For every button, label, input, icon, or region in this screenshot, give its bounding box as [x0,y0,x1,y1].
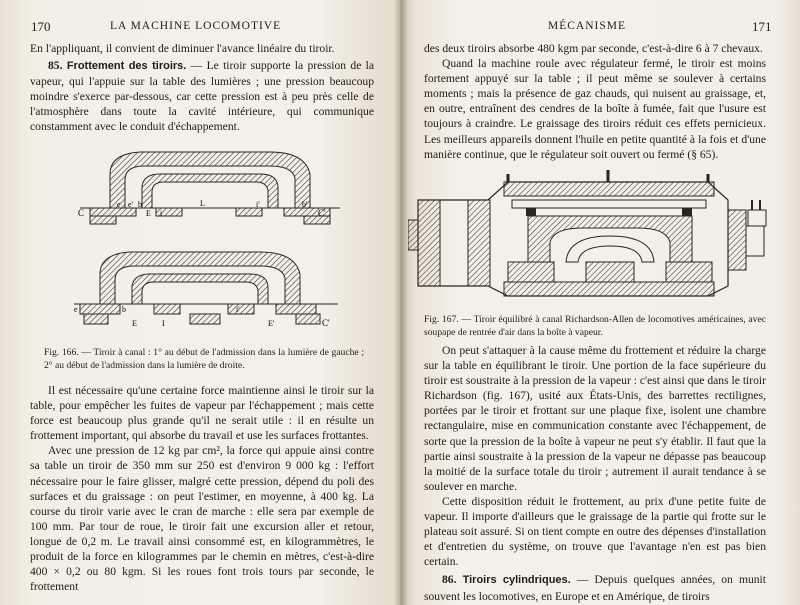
section-85-title: Frottement des tiroirs. [66,60,187,73]
svg-text:b: b [122,305,126,314]
fig166-upper [78,152,340,224]
paragraph-pressure: Avec une pression de 12 kg par cm², la force qui appuie ainsi contre sa table un tiroir de 350 mm sur 250 est d'environ 9 000 kg : l'effort nécessaire pour le faire glisser, malgré cette pression, dépend du poli des surfaces et du graissage : on peut l'estimer, en moyenne, à 400 kg. La course du tiroir varie avec le cran de marche : elle sera par exemple de 100 mm. Par tour de roue, le tiroir fait une excursion aller et retour, longue de 0,2 m. Le travail ainsi consommé est, en kilogrammètres, le produit de la force en kilogrammes par le chemin en mètres, c'est-à-dire 400 × 0,2 ou 80 kgm. Si les roues font trois tours par seconde, le frottement [30,444,374,594]
svg-text:L: L [200,199,205,208]
right-page [400,0,800,605]
section-86 [424,572,766,603]
svg-text:E: E [146,209,151,218]
figure-167 [408,170,788,310]
right-top-text [424,41,766,162]
paragraph-reduction: Cette disposition réduit le frottement, au prix d'une petite fuite de vapeur. Il importe d'ailleurs que le graissage de la partie qui frotte sur le plateau soit assuré. Si on tient compte en outre des dépenses d'installation et d'entretien du système, on trouve que l'avantage n'en est pas bien certain. [424,494,766,569]
paragraph-force: Il est nécessaire qu'une certaine force maintienne ainsi le tiroir sur la table, pour empêcher les fuites de vapeur par l'échappement ; mais cette force est beaucoup plus grande qu'il ne serait utile : il en résulte un frottement important, qui absorbe du travail et use les surfaces frottantes. [30,384,374,443]
svg-text:i: i [160,209,163,218]
svg-text:b: b [138,200,142,209]
svg-text:e: e [117,200,121,209]
right-opening-lines: des deux tiroirs absorbe 480 kgm par seconde, c'est-à-dire 6 à 7 chevaux. [424,42,763,55]
right-bottom-text [424,343,766,604]
fig166-label-c: C [78,208,85,218]
section-85-text: — Le tiroir supporte la pression de la vapeur, qui l'appuie sur la table des lumières ; une pression beaucoup moindre s'exerce par-dessous, car cette pression est à peu près celle de l'atmosphère dans toute la cavité intérieure, qui communique constamment avec le conduit d'échappement. [30,59,375,134]
right-running-head: MÉCANISME [548,20,627,32]
svg-text:i': i' [256,200,260,209]
section-85-number: 85. [48,59,63,73]
section-86-title: Tiroirs cylindriques. [462,574,571,587]
svg-text:E': E' [268,319,275,328]
svg-text:e': e' [128,200,133,209]
figure-167-caption: Fig. 167. — Tiroir équilibré à canal Richardson-Allen de locomotives américaines, avec soupape de rentrée d'air dans la boîte à vapeur. [424,314,766,338]
svg-text:e: e [74,305,78,314]
figure-166 [70,146,350,346]
paragraph-balance: On peut s'attaquer à la cause même du frottement et réduire la charge sur la table en équilibrant le tiroir. Une portion de la face supérieure du tiroir est soustraite à la pression de la vapeur : c'est ainsi que dans le tiroir Richardson (fig. 167), usité aux États-Unis, des barrettes rectilignes, portées par le tiroir et frottant sur une plaque fixe, isolent une chambre rectangulaire, mise en communication constante avec l'échappement, de sorte que la pression de la boîte à vapeur ne peut s'y établir. Il faut que la partie ainsi soustraite à la pression de la vapeur ne dépasse pas beaucoup la moitié de la surface totale du tiroir ; autrement il aurait tendance à se soulever en marche. [424,344,766,493]
left-page-number: 170 [31,19,51,34]
book-gutter [394,0,408,605]
section-86-number: 86. [442,573,457,587]
svg-text:b': b' [302,200,308,209]
svg-text:i': i' [236,305,240,314]
section-86-text: — Depuis quelques années, on munit souvent les locomotives, en Europe et en Amérique, de tiroirs [424,573,766,603]
right-page-number: 171 [752,19,772,34]
left-bottom-text [30,383,374,594]
left-top-text [30,41,374,135]
svg-text:C': C' [322,318,330,328]
left-opening-lines: En l'appliquant, il convient de diminuer l'avance linéaire du tiroir. [30,42,335,55]
fig166-lower [74,252,338,328]
paragraph-regulator: Quand la machine roule avec régulateur fermé, le tiroir est moins fortement appuyé sur la table ; il peut même se soulever à certains moments ; mais la présence de gaz chauds, qui nuisent au graissage, et, en outre, entraînent des cendres de la boîte à fumée, fait que l'usure est toujours à craindre. Le graissage des tiroirs réduit ces effets pernicieux. Les meilleurs appareils donnent l'huile en petite quantité à la fois et d'une manière continue, que le régulateur soit ouvert ou fermé (§ 65). [424,57,766,161]
svg-text:E: E [132,319,137,328]
left-running-head: LA MACHINE LOCOMOTIVE [110,20,282,32]
svg-text:I: I [162,319,165,328]
figure-166-caption: Fig. 166. — Tiroir à canal : 1° au début de l'admission dans la lumière de gauche ; 2° au début de l'admission dans la lumière de droite. [44,347,364,371]
svg-text:C': C' [318,208,326,218]
section-85 [30,58,374,134]
